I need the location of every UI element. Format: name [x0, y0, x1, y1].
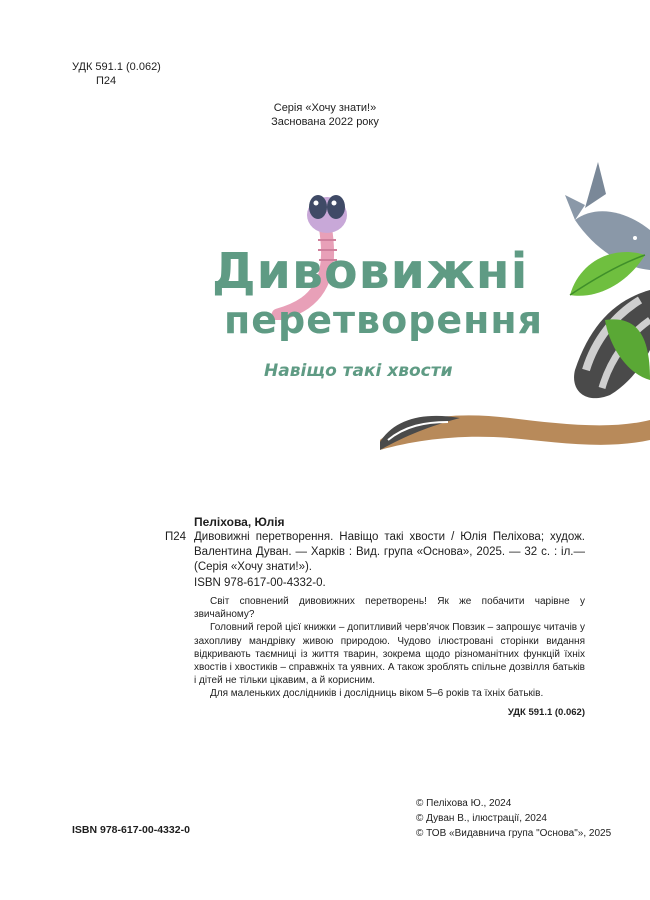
long-tail-illustration	[380, 415, 650, 450]
copyright-line: © Пеліхова Ю., 2024	[416, 798, 512, 809]
catalog-code: П24	[165, 531, 187, 543]
copyright-line: © ТОВ «Видавнича група "Основа"», 2025	[416, 828, 612, 839]
bibliographic-record	[165, 515, 585, 718]
book-title-line2: перетворення	[224, 298, 544, 342]
series-info	[200, 101, 450, 129]
udk-code: УДК 591.1 (0.062)	[72, 61, 161, 73]
cover-title-block	[0, 185, 650, 415]
udk-header	[72, 60, 161, 88]
book-subtitle: Навіщо такі хвости	[264, 361, 453, 381]
annotation-paragraph: Світ сповнений дивовижних перетворень! Як же побачити чарівне у звичайному?	[194, 596, 585, 621]
isbn-record: ISBN 978-617-00-4332-0.	[194, 577, 326, 589]
book-title-line1: Дивовижні	[212, 243, 529, 300]
annotation-paragraph: Для маленьких дослідників і дослідниць віком 5–6 років та їхніх батьків.	[210, 688, 544, 700]
udk-footer-code: УДК 591.1 (0.062)	[507, 706, 585, 718]
author-name: Пеліхова, Юлія	[194, 515, 285, 529]
series-founded: Заснована 2022 року	[271, 116, 379, 128]
annotation	[194, 595, 585, 701]
annotation-paragraph: Головний герой цієї книжки – допитливий черв’ячок Повзик – запрошує читачів у захопливу мандрівку живою природою. Чудово ілюстровані сторінки видання відкривають таємниці із життя тварин, зокрема щодо різноманітних функцій їхніх хвостів і хвостиків – справжніх та уявних. А також зроблять спільне дозвілля батьків і дітей не тільки цікавим, а й корисним.	[194, 622, 585, 687]
copyright-line: © Дуван В., ілюстрації, 2024	[416, 813, 547, 824]
author-mark: П24	[96, 75, 117, 87]
series-name: Серія «Хочу знати!»	[273, 102, 377, 114]
bibliographic-description	[165, 530, 585, 575]
description-text: Дивовижні перетворення. Навіщо такі хвости / Юлія Пеліхова; худож. Валентина Дуван. — Харків : Вид. група «Основа», 2025. — 32 с. : іл.— (Серія «Хочу знати!»).	[194, 531, 585, 573]
copyright-block	[416, 796, 611, 841]
isbn-bottom: ISBN 978-617-00-4332-0	[72, 824, 190, 836]
